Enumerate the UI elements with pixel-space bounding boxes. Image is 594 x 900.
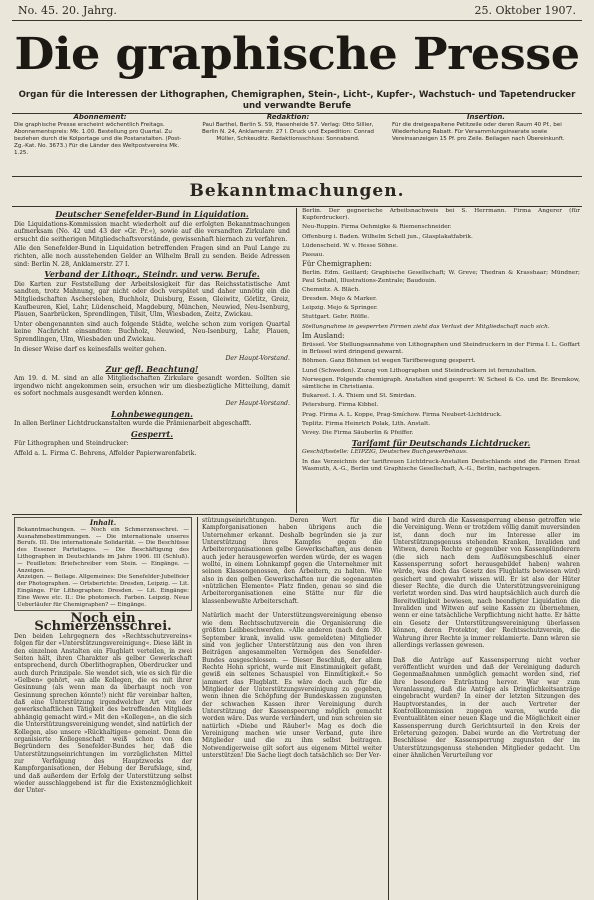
gesperrt-affeld: Affeld a. L. Firma C. Behrens, Affelder Papierwarenfabrik. [14,450,197,458]
announcements-right-column [302,208,580,513]
gesperrt-subheading: Für Lithographen und Steindrucker: [14,440,129,448]
lower-rule [12,514,582,515]
lower-column-3 [393,517,580,900]
insertion-title: Insertion. [466,113,506,121]
ausland-vevey: Vevey. Die Firma Säuberlin & Pfeiffer. [302,430,414,437]
abonnement-box [14,114,186,176]
ausland-norwegen: Norwegen. Folgende chemigraph. Anstalten sind gesperrt: W. Scheel & Co. und Br. Bremkow, sämtliche in Christiania. [302,376,580,391]
masthead-topline [18,4,576,18]
verband-text-1: Die Karten zur Feststellung der Arbeitslosigkeit für das Reichsstatistische Amt sandten, trotz Mahnung, gar nicht oder doch verspätet und daher unnötig ein die Mitgliedschaften Aschersleben, Buchholz, Duisburg, Essen, Gleiwitz, Görlitz, Greiz, Kaufbeuren, Kiel, Lahr, Lüdenscheid, Magdeburg, München, Neuwied, Neu-Isenburg, Plauen, Saarbrücken, Sprendlingen, Tilsit, Ulm, Wiesbaden, Zeitz, Zwickau. [14,280,290,319]
ausland-bruessel: Brüssel. Vor Stellungsannahme von Lithographen und Steindruckern in der Firma I. L. Goffart in Brüssel wird dringend gewarnt. [302,342,580,356]
lohnbewegungen-heading: Lohnbewegungen. [111,408,193,419]
newspaper-title: Die graphische Presse [14,29,580,80]
beachtung-signature: Der Haupt-Vorstand. [225,400,290,408]
issue-date: 25. Oktober 1907. [474,4,576,17]
chem-leipzig: Leipzig. Mejo & Springer. [302,305,378,312]
tarifamt-address: Geschäftsstelle: LEIPZIG, Deutsches Buchgewerbehaus. [302,449,468,456]
inhalt-text: Bekanntmachungen. — Noch ein Schmerzensschrei. — Ausnahmebestimmungen. — Die internationale unseres Berufs. III. Die internationale Solidarität. — Die Beschlüsse des Essener Parteitages. — Die Beschäftigung des Lithographen in Deutschlands im Jahre 1906. III (Schluß). — Feuilleton: Briefschreiber vom Stein. — Eingänge. — Anzeigen. [17,526,189,574]
senefelder-text-1: Die Liquidations-Kommission macht wiederholt auf die erfolgten Bekanntmachungen aufmerksam (No. 42 und 43 der »Gr. Pr.«), sowie auf die versandten Zirkulare und ersucht die seitherigen Mitgliedschaftsvorstände, gewissenhaft hiernach zu verfahren. [14,220,290,243]
newspaper-subtitle: Organ für die Interessen der Lithographen, Chemigraphen, Stein-, Licht-, Kupfer-, Wachstuch- und Tapetendrucker und verwandte Berufe [18,90,576,111]
ausland-lund: Lund (Schweden). Zuzug von Lithographen und Steindruckern ist fernzuhalten. [302,367,537,374]
gesperrt-heading: Gesperrt. [130,428,174,439]
inhalt-text-2: Anzeigen. — Beilage. Allgemeines: Die Senefelder-Jubelfeier der Photographen. — Ortsberichte: Dresden, Leipzig. — Lit. Eingänge. Für Lithographen: Dresden. — Lit. Eingänge: Eine Wewe etc. II.: Die photomech. Farben. Leipzig. Neue Ueberläufer für Chemigraphen? — Eingänge. [17,574,189,608]
abonnement-title: Abonnement: [73,113,127,121]
inhalt-title: Inhalt. [89,518,117,527]
column-divider-lower-2 [388,517,389,900]
column-divider-upper [296,208,297,513]
insertion-box [392,114,580,176]
tarifamt-heading: Tarifamt für Deutschands Lichtdrucker. [351,438,531,449]
inhalt-box [14,517,192,611]
bekanntmachungen-heading: Bekanntmachungen. [189,181,405,201]
abonnement-text: Die graphische Presse erscheint wöchentlich Freitags. Abonnementspreis: Mk. 1.00. Bestellung pro Quartal. Zu beziehen durch die Kolportage und die Postanstalten. (Post-Zg.-Kat. No. 3673.) Für die Länder des Weltpostvereins Mk. 1.25. [14,122,182,156]
column-divider-lower-1 [197,517,198,900]
ausland-bukarest: Bukarest. I. A. Thiem und St. Smirdan. [302,393,417,400]
senefelder-text-2: Alle den Senefelder-Bund in Liquidation betreffenden Fragen sind an Paul Lange zu richten, alle noch ausstehenden Gelder an Wilhelm Brall zu senden. Beide Adressen sind: Berlin N. 28, Anklamerstr. 27 I. [14,245,290,268]
lower-column-2 [202,517,382,900]
article-column-1: Den beiden Lehrgegnern des »Rechtsschutzvereins« folgen für der »Unterstützungsvereinigung«. Diese läßt in den einzelnen Anstalten ein Flugblatt verteilen, in zwei Seiten hält, ihren Charakter als gelber Gewerkschaft entsprechend, durch Oberlithographen, Oberdrucker und auch durch Prinzipale. Sie wendet sich, wie es sich für die »Gelben« gehört, »an alle Kollegen, die es mit ihrer Gesinnung (als wenn man da überhaupt noch von Gesinnung sprechen könnte!) nicht für vereinbar halten, daß eine Unterstützung irgendwelcher Art von der gewerkschaftlichen Tätigkeit des betreffenden Mitglieds abhängig gemacht wird.« Mit den »Kollegen«, an die sich die Unterstützungsvereinigung wendet, sind natürlich der Kollegen, also unsere »Rückhaltigen« gemeint. Denn die organisierte Kollegenschaft weiß schon von den Begründern des Senefelder-Bundes her, daß die Unterstützungseinrichtungen im vorzüglichsten Mittel zur Verfolgung des Hauptzwecks der Kampforganisationen, der Hebung der Berufslage, sind, und daß außerdem der Erfolg der Unterstützung selbst wieder ausschlaggebend ist für die Existenzmöglichkeit der Unter- [14,633,192,795]
sperre-luedenscheid: Lüdenscheid. W. v. Hesse Söhne. [302,242,398,249]
sperre-berlin: Berlin. Der gegnerische Arbeitsnachweis bei S. Herrmann. Firma Angerer (für Kupferdrucker). [302,208,580,222]
beachtung-heading: Zur gefl. Beachtung! [105,363,199,374]
ausland-teplitz: Teplitz. Firma Heinrich Polak, Lith. Anstalt. [302,420,431,427]
verband-heading: Verband der Lithogr., Steindr. und verw. Berufe. [44,269,260,280]
chem-dresden: Dresden. Mejo & Marker. [302,296,377,303]
chem-stuttgart: Stuttgart. Gebr. Rölfle. [302,314,370,321]
redaktion-text: Paul Barthel, Berlin S. 59, Hasenheide 57. Verlag: Otto Sillier, Berlin N. 24, Anklamerstr. 27 I. Druck und Expedition: Conrad Müller, Schkeuditz. Redaktionsschluss: Sonnabend. [202,122,374,142]
chem-chemnitz: Chemnitz. A. Bläch. [302,286,361,293]
bekannt-rule [12,206,582,207]
issue-number: No. 45. 20. Jahrg. [18,4,117,17]
sperre-passau: Passau. [302,252,325,259]
chem-berlin: Berlin. Edm. Geillard; Graphische Gesellschaft; W. Greve; Thedran & Krasshaar; Mündner; Paul Schahl, Illustrations-Zentrale; Baudouin. [302,270,580,284]
beachtung-text: Am 19. d. M. sind an alle Mitgliedschaften Zirkulare gesandt worden. Sollten sie irgendwo nicht angekommen sein, ersuchen wir um diesbezügliche Mitteilung, damit es sofort nochmals ausgesandt werden können. [14,375,290,398]
top-rule [12,20,582,21]
verband-signature: Der Haupt-Vorstand. [225,355,290,363]
senefelder-heading: Deutscher Senefelder-Bund in Liquidation. [55,209,249,219]
ausland-prag: Prag. Firma A. L. Koppe, Prag-Smíchow. Firma Neubert-Lichtdruck. [302,411,502,418]
sperre-neuruppin: Neu-Ruppin. Firma Oehmigke & Riemenschneider. [302,224,452,231]
ausland-heading: Im Ausland: [302,331,345,340]
lohnbewegungen-text: In allen Berliner Lichtdruckanstalten wurde die Prämienarbeit abgeschafft. [14,420,252,428]
tarifamt-text: In das Verzeichnis der tariftreuen Lichtdruck-Anstalten Deutschlands sind die Firmen Ernst Wasmuth, A.-G., Berlin und Graphische Gesellschaft, A.-G., Berlin, nachgetragen. [302,458,580,472]
insertion-text: Für die dreigespaltene Petitzeile oder deren Raum 40 Pf., bei Wiederholung Rabatt. Für Versammlungsinserate sowie Vereinsanzeigen 15 Pf. pro Zeile. Beilagen nach Übereinkunft. [392,122,565,142]
article-heading: Noch ein Schmerzensschrei. [34,611,172,634]
chemigraphen-heading: Für Chemigraphen: [302,260,372,269]
verband-text-2: Unter obengenannten sind auch folgende Städte, welche schon zum vorigen Quartal keine Nachricht einsandten: Buchholz, Neuwied, Neu-Isenburg, Lahr, Plauen, Sprendlingen, Ulm, Wiesbaden und Zwickau. [14,320,290,343]
lower-column-1 [14,517,192,900]
article-column-2: stützungseinrichtungen. Deren Wert für die Kampforganisationen haben übrigens auch die Unternehmer erkannt. Deshalb begründen sie ja zur Unterstützung ihres Kampfes gegen die Arbeiterorganisationen gelbe Gewerkschaften, aus denen auch jeder herausgeworfen werden würde, der es wagen wollte, in einem Lohnkampf gegen die Unternehmer mit seinen Klassengenossen, den Arbeitern, zu halten. Wie also in den gelben Gewerkschaften nur die sogenannten »nützlichen Elemente« Platz finden, genau so sind die Arbeiterorganisationen eine Stätte nur für die klassenbewußte Arbeiterschaft. Natürlich macht der Unterstützungsvereinigung ebenso wie dem Rechtsschutzverein die Organisierung die größten Leibbeschwerden. »Alle anderen (nach dem 30. September krank, invalid usw. gemeldeten) Mitglieder sind von jeglicher Unterstützung aus den von ihren Beiträgen angesammelten Vermögen des Senefelder-Bundes ausgeschlossen. — Dieser Beschluß, der allem Rechte Hohn spricht, wurde mit Einstimmigkeit gefaßt, gewiß ein seltenes Schauspiel von Einmütigkeit.« So jammert das Flugblatt. Es wäre doch auch für die Mitglieder der Unterstützungsvereinigung zu gegeben, wenn ihnen die Schöpfung der Bundeskassen zugunsten der schwachen Kassen ihrer Vereinigung durch Unterstützung der Kassenspeerung möglich gemacht worden wäre. Das wurde verhindert, und nun schreien sie natürlich »Diebe und Räuber!« Mag es doch die Vereinigung machen wie unser Verband, gute ihre Mitglieder und die zu ihm selbst beitragen. Notwendigerweise gilt sofort aus eigenem Mittel weiter unterstützen! Die Sache liegt doch tatsächlich so: Der Ver- [202,517,382,759]
sperre-offenburg: Offenburg i. Baden. Wilhelm Schell jun., Glasplakatfabrik. [302,233,473,240]
chem-note: Stellungnahme in gesperrten Firmen zieht das Verlust der Mitgliedschaft nach sich. [302,323,550,330]
verband-text-3: In dieser Weise darf es keinesfalls weiter gehen. [14,345,167,353]
redaktion-box [196,114,380,176]
announcements-left-column [14,208,290,513]
ausland-petersburg: Petersburg. Firma Kibbel. [302,402,379,409]
redaktion-title: Redaktion: [266,113,310,121]
article-column-3: band wird durch die Kassensperrung ebenso getroffen wie die Vereinigung. Wenn er trotzdem völlig damit muversinden ist, dann doch nur im Interesse aller im Unterstützungsgenuss stehenden Kranken, Invaliden und Witwen, deren Rechte er gegenüber von Kassenplünderern (die sich nach dem Auflösungsbeschluß einer Kassensperrung sofort herausgebildet haben) wahren würde, was doch das Gesetz des Flugblatts bewiesen wird) gesichert und gewahrt wissen will. Er ist also der Hüter dieser Rechte, die durch die Unterstützungsvereinigung verletzt worden sind. Das wird hauptsächlich auch durch die Bereitwilligkeit bewiesen, nach beendigter Liquidation die Invaliden und Witwen auf seine Kassen zu übernehmen, wenn er eine tatsächliche Verpflichtung nicht hatte. Er hätte ein Gesetz der Unterstützungsvereinigung überlassen können, deren Protektor, der Rechtsschutzverein, die Wahrung ihrer Rechte ja immer reklamierte. Dann wären sie allerdings verlassen gewesen. Daß die Anträge auf Kassensperrung nicht vorher veröffentlicht wurden und daß der Vereinigung dadurch Gegenmaßnahmen unmöglich gemacht worden sind, rief ihre besondere Entrüstung hervor. War war zum Veranlassung, daß die Anträge als Dringlichkeitsanträge eingebracht wurden? In einer der letzten Sitzungen des Hauptvorstandes, in der auch Vertreter der Kontrollkommission zugegen waren, wurde die Eventualitäten einer neuen Klage und die Möglichkeit einer Kassensperrung durch Gerichtsurteil in den Kreis der Erörterung gezogen. Dabei wurde an die Vertretung der Beschlüsse der Kassensperrung zugunsten der im Unterstützungsgenuss stehenden Mitglieder gedacht. Um einer ähnlichen Verurteilung vor [393,517,580,759]
ausland-boehmen: Böhmen. Ganz Böhmen ist wegen Tarifbewegung gesperrt. [302,358,476,365]
